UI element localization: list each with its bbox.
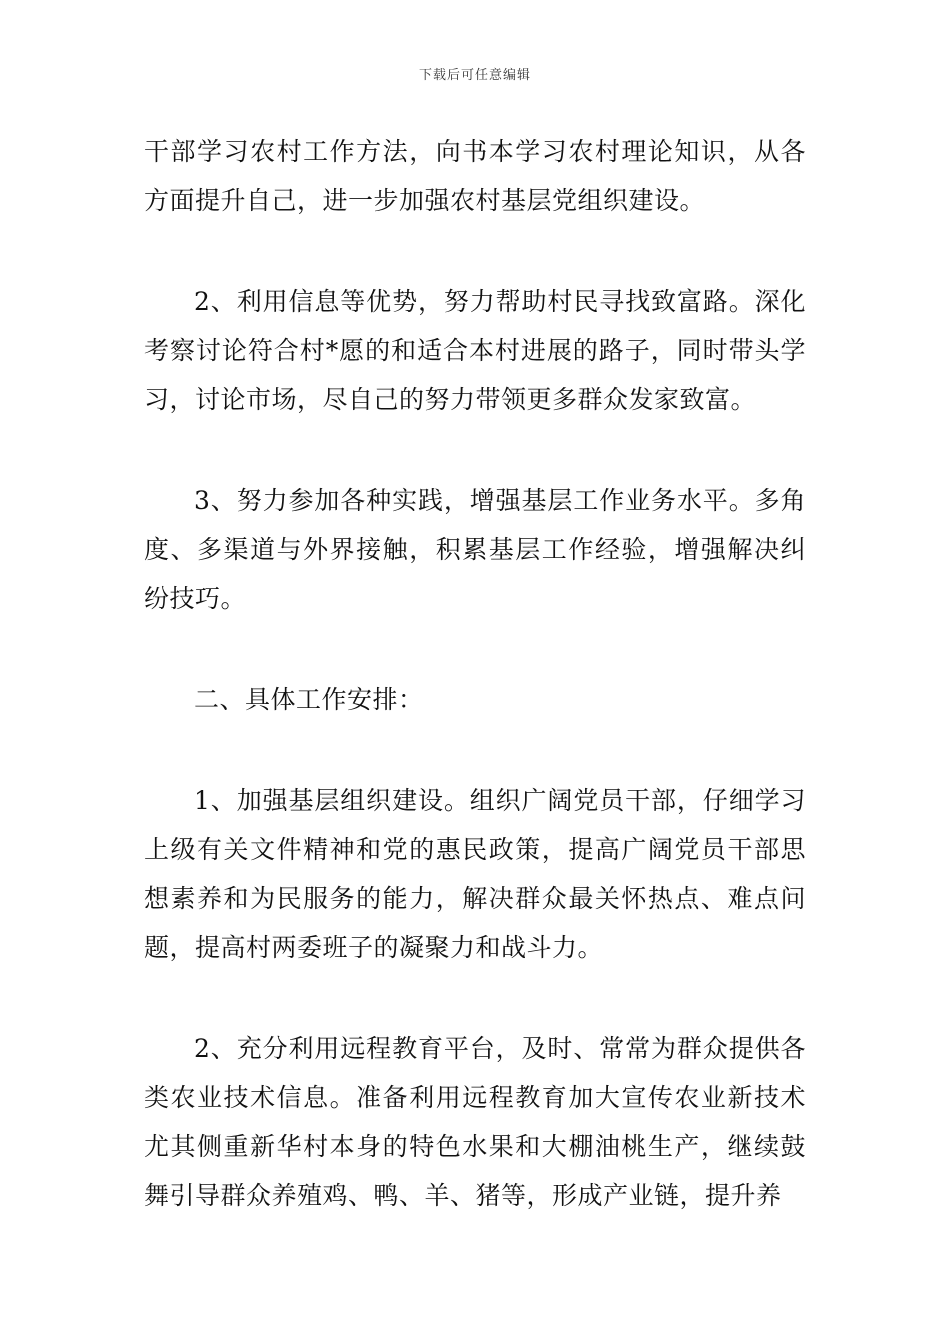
paragraph-spacer <box>144 972 806 1024</box>
document-body <box>144 127 806 1220</box>
paragraph-spacer <box>144 225 806 277</box>
section-heading-work-arrangement: 二、具体工作安排： <box>194 685 424 714</box>
paragraph-item-2-info-advantage: 2、利用信息等优势，努力帮助村民寻找致富路。深化考察讨论符合村*愿的和适合本村进展的路子，同时带头学习，讨论市场，尽自己的努力带领更多群众发家致富。 <box>144 287 806 414</box>
paragraph-spacer <box>144 724 806 776</box>
paragraph-spacer <box>144 424 806 476</box>
page-header: 下载后可任意编辑 <box>418 68 531 83</box>
paragraph-item-3-practice: 3、努力参加各种实践，增强基层工作业务水平。多角度、多渠道与外界接触，积累基层工作经验，增强解决纠纷技巧。 <box>144 486 806 613</box>
paragraph-item-1-organization: 1、加强基层组织建设。组织广阔党员干部，仔细学习上级有关文件精神和党的惠民政策，提高广阔党员干部思想素养和为民服务的能力，解决群众最关怀热点、难点问题，提高村两委班子的凝聚力和战斗力。 <box>144 786 806 962</box>
paragraph-item-2-remote-education: 2、充分利用远程教育平台，及时、常常为群众提供各类农业技术信息。准备利用远程教育加大宣传农业新技术尤其侧重新华村本身的特色水果和大棚油桃生产，继续鼓舞引导群众养殖鸡、鸭、羊、猪等，形成产业链，提升养 <box>144 1034 806 1210</box>
paragraph-continuation: 干部学习农村工作方法，向书本学习农村理论知识，从各方面提升自己，进一步加强农村基层党组织建设。 <box>144 137 806 215</box>
paragraph-spacer <box>144 623 806 675</box>
